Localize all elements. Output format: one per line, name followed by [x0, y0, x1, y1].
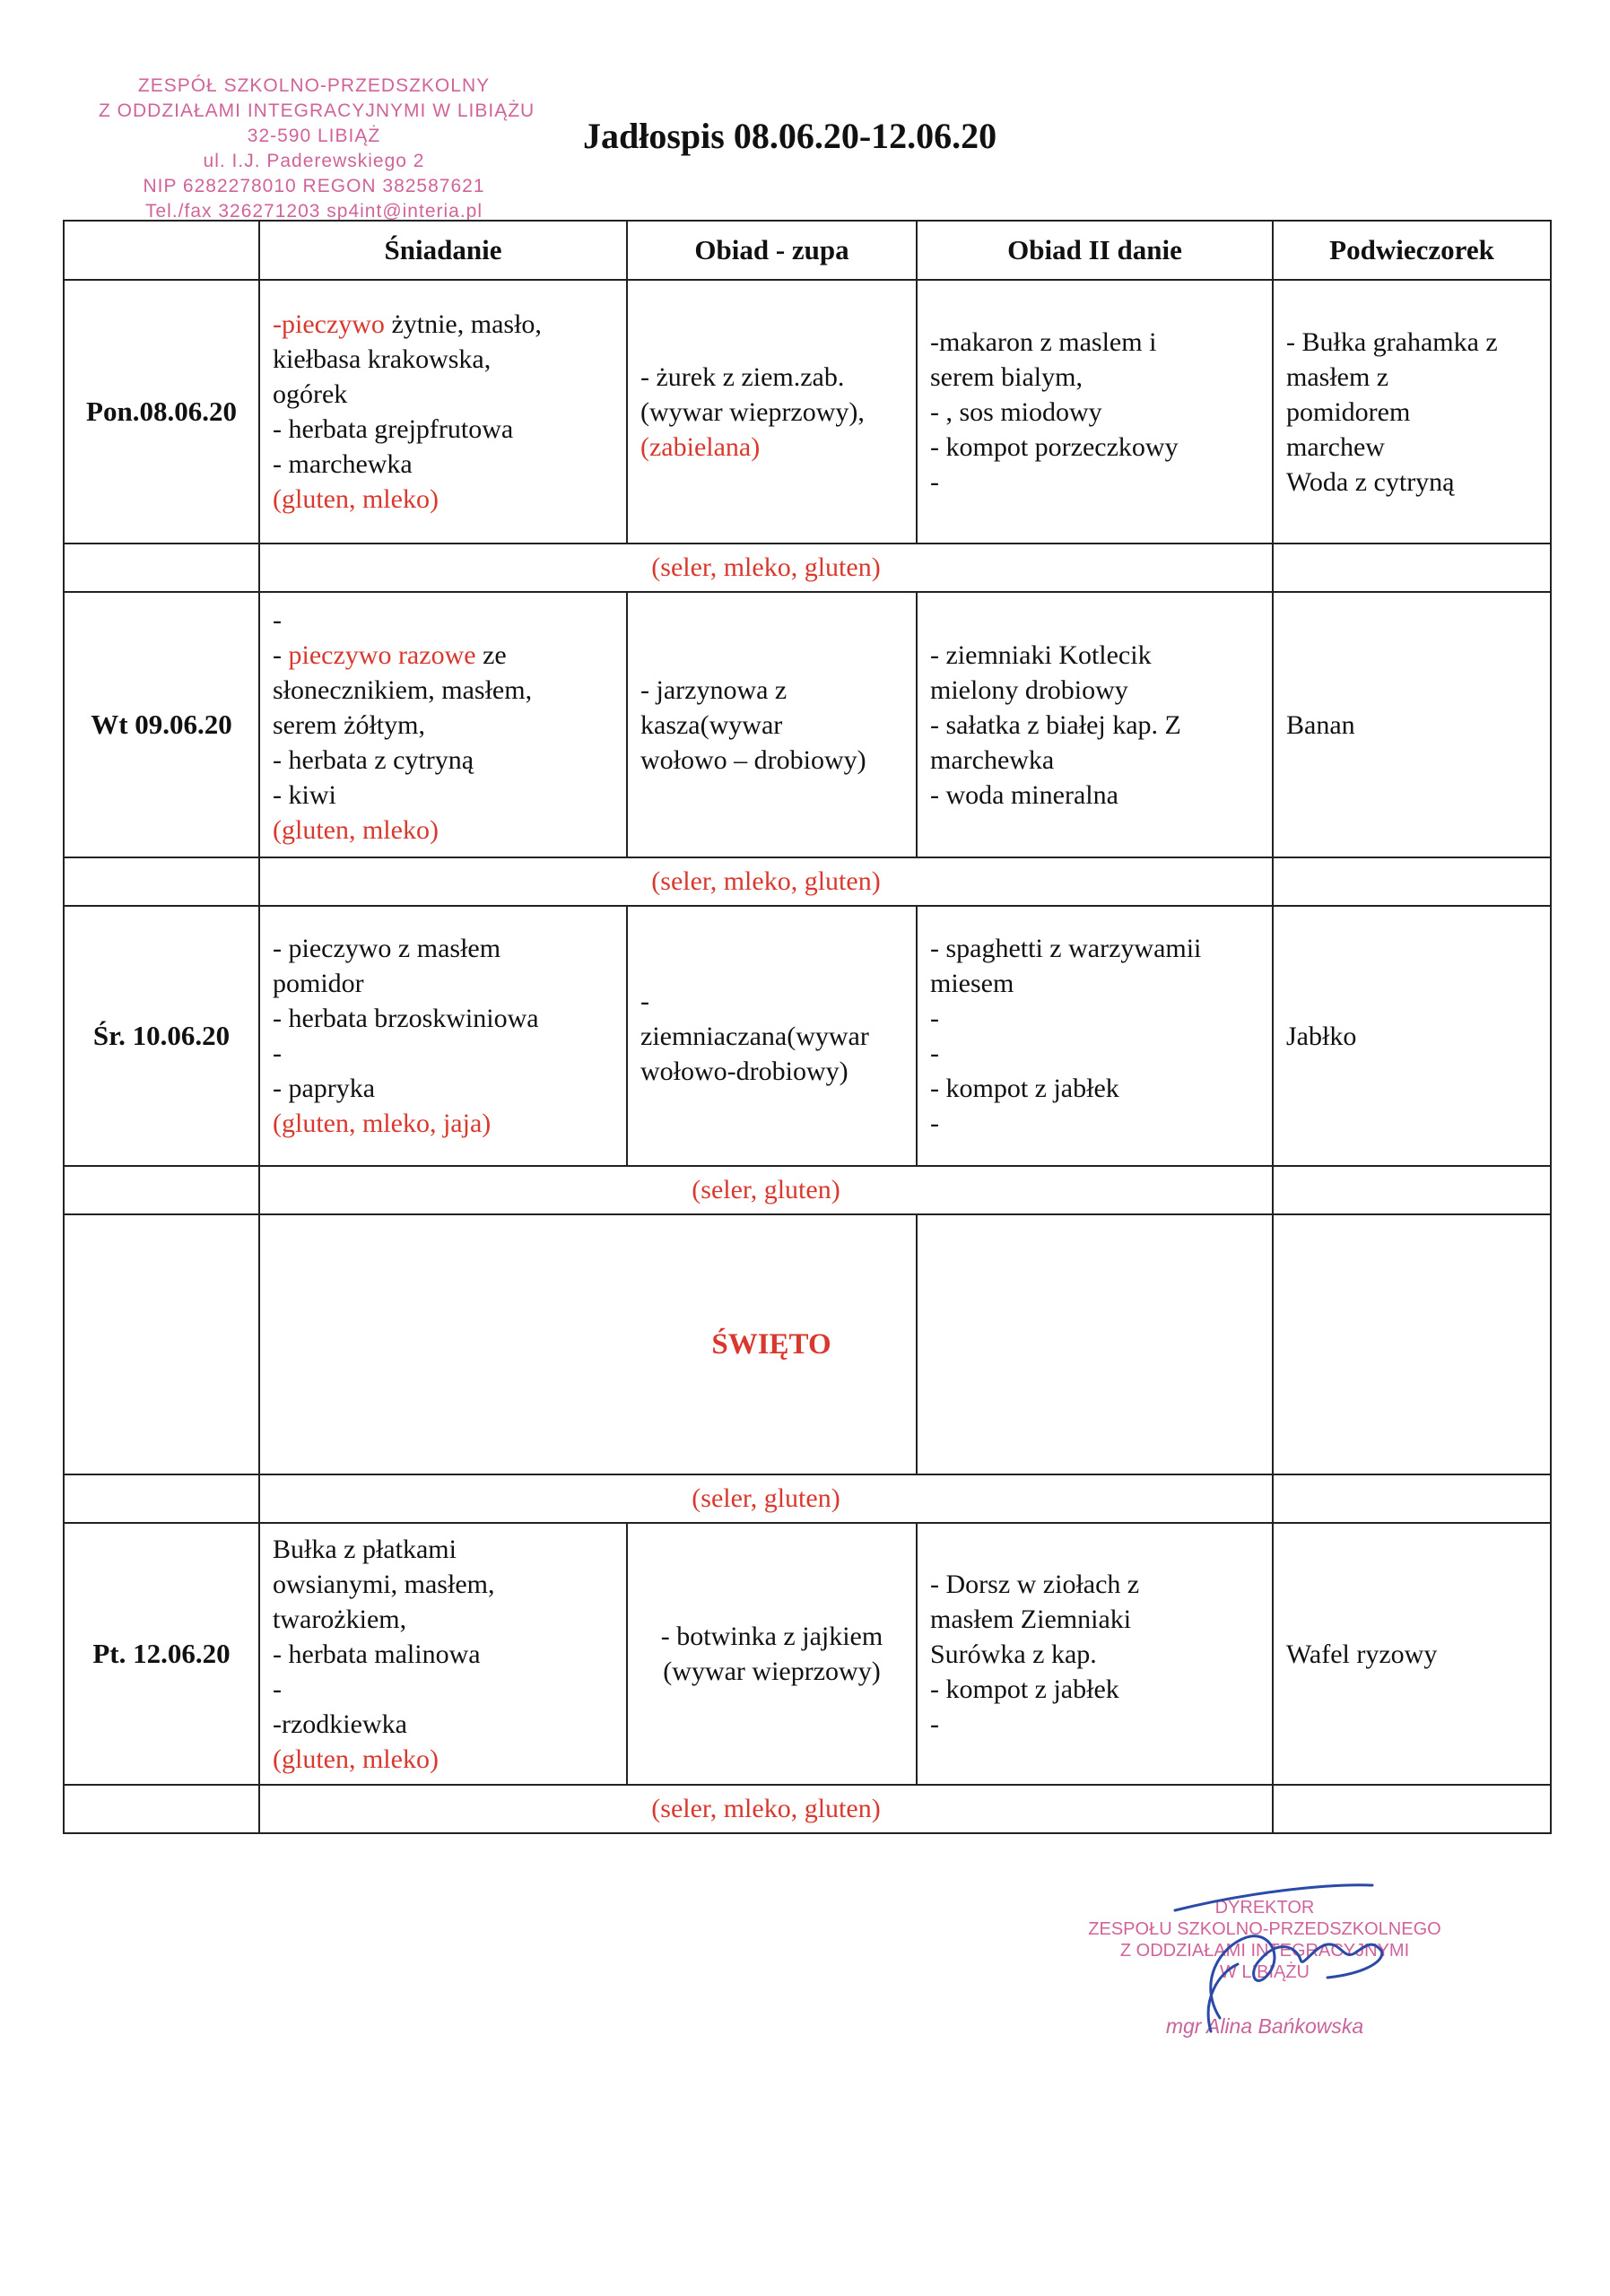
- breakfast-cell: [259, 906, 627, 1166]
- header-day: [64, 221, 259, 280]
- menu-line: - woda mineralna: [930, 779, 1118, 810]
- allergen-note: (seler, gluten): [259, 1166, 1273, 1214]
- menu-line: serem bialym,: [930, 361, 1083, 392]
- handwritten-signature: [1112, 1874, 1435, 2045]
- holiday-row: [64, 1214, 1551, 1474]
- menu-line: miesem: [930, 969, 1014, 998]
- main-course-cell: [917, 592, 1273, 857]
- menu-line: -pieczywo żytnie, masło,: [273, 309, 542, 339]
- menu-line: - marchewka: [273, 449, 413, 479]
- menu-line: - herbata z cytryną: [273, 744, 474, 775]
- menu-line: -: [640, 986, 649, 1016]
- header-main: Obiad II danie: [917, 221, 1273, 280]
- menu-line: -: [930, 1039, 939, 1068]
- menu-line: - Dorsz w ziołach z: [930, 1569, 1140, 1599]
- menu-table: [63, 220, 1552, 1834]
- menu-line: pomidor: [273, 969, 364, 998]
- menu-line: Wafel ryzowy: [1286, 1639, 1438, 1669]
- stamp-line: ZESPÓŁ SZKOLNO-PRZEDSZKOLNY: [137, 75, 491, 96]
- snack-cell: [1273, 280, 1551, 544]
- menu-line: - spaghetti z warzywamii: [930, 934, 1202, 963]
- menu-line: (zabielana): [640, 431, 761, 462]
- menu-line: - ziemniaki Kotlecik: [930, 639, 1152, 670]
- menu-line: owsianymi, masłem,: [273, 1569, 495, 1599]
- allergen-row: [64, 1474, 1551, 1523]
- soup-cell: [627, 1523, 917, 1785]
- breakfast-allergens: (gluten, mleko): [273, 1744, 439, 1774]
- day-label: Pt. 12.06.20: [64, 1523, 259, 1785]
- menu-line: twarożkiem,: [273, 1604, 407, 1634]
- menu-line: wołowo – drobiowy): [640, 744, 866, 775]
- menu-line: -: [273, 1039, 282, 1068]
- soup-cell: [627, 592, 917, 857]
- stamp-line: W LIBIĄŻU: [1219, 1962, 1310, 1982]
- allergen-row: [64, 544, 1551, 592]
- menu-line: -: [930, 1109, 939, 1138]
- soup-cell: [627, 906, 917, 1166]
- menu-line: Bułka z płatkami: [273, 1534, 457, 1564]
- header-snack: Podwieczorek: [1273, 221, 1551, 280]
- menu-line: -: [930, 1709, 939, 1739]
- menu-line: marchew: [1286, 431, 1385, 462]
- menu-line: - sałatka z białej kap. Z: [930, 709, 1181, 740]
- menu-line: marchewka: [930, 744, 1055, 775]
- header-row: [64, 221, 1551, 280]
- day-row: [64, 280, 1551, 544]
- menu-line: - żurek z ziem.zab.: [640, 361, 845, 392]
- menu-line: Jabłko: [1286, 1021, 1357, 1051]
- stamp-line: Z ODDZIAŁAMI INTEGRACYJNYMI W LIBIĄŻU: [99, 100, 535, 121]
- soup-cell: [627, 280, 917, 544]
- menu-line: - papryka: [273, 1074, 376, 1103]
- allergen-row: [64, 857, 1551, 906]
- main-course-cell: [917, 1523, 1273, 1785]
- menu-line: -rzodkiewka: [273, 1709, 407, 1739]
- stamp-line: ul. I.J. Paderewskiego 2: [203, 151, 425, 171]
- menu-line: wołowo-drobiowy): [640, 1056, 849, 1086]
- day-label: Wt 09.06.20: [64, 592, 259, 857]
- holiday-label: ŚWIĘTO: [627, 1214, 917, 1474]
- menu-line: - kompot porzeczkowy: [930, 431, 1179, 462]
- day-row: [64, 592, 1551, 857]
- menu-line: - pieczywo z masłem: [273, 934, 501, 963]
- menu-line: -: [273, 604, 282, 635]
- menu-line: - , sos miodowy: [930, 396, 1102, 427]
- highlight-text: -pieczywo: [273, 309, 385, 339]
- day-row: [64, 1523, 1551, 1785]
- menu-line: - jarzynowa z: [640, 674, 788, 705]
- menu-line: kiełbasa krakowska,: [273, 344, 492, 374]
- day-label: Pon.08.06.20: [64, 280, 259, 544]
- menu-line: -makaron z maslem i: [930, 326, 1157, 357]
- menu-line: - herbata brzoskwiniowa: [273, 1004, 539, 1033]
- menu-line: - kompot z jabłek: [930, 1074, 1119, 1103]
- menu-line: -: [273, 1674, 282, 1704]
- main-course-cell: [917, 280, 1273, 544]
- allergen-note: (seler, mleko, gluten): [259, 857, 1273, 906]
- allergen-note: (seler, gluten): [259, 1474, 1273, 1523]
- stamp-line: 32-590 LIBIĄŻ: [247, 126, 381, 146]
- stamp-line: Z ODDZIAŁAMI INTEGRACYJNYMI: [1119, 1941, 1410, 1961]
- menu-line: ogórek: [273, 379, 348, 409]
- menu-line: (wywar wieprzowy),: [640, 396, 865, 427]
- menu-line: (wywar wieprzowy): [663, 1657, 881, 1686]
- allergen-note: (seler, mleko, gluten): [259, 1785, 1273, 1833]
- menu-line: - kiwi: [273, 779, 336, 810]
- allergen-row: [64, 1166, 1551, 1214]
- breakfast-cell: [259, 280, 627, 544]
- breakfast-allergens: (gluten, mleko, jaja): [273, 1109, 492, 1138]
- snack-cell: [1273, 1523, 1551, 1785]
- breakfast-allergens: (gluten, mleko): [273, 484, 439, 514]
- menu-line: - Bułka grahamka z: [1286, 326, 1498, 357]
- menu-line: - herbata malinowa: [273, 1639, 481, 1669]
- menu-line: kasza(wywar: [640, 709, 783, 740]
- menu-line: Banan: [1286, 709, 1355, 740]
- menu-line: masłem Ziemniaki: [930, 1604, 1132, 1634]
- menu-line: mielony drobiowy: [930, 674, 1128, 705]
- menu-line: Woda z cytryną: [1286, 466, 1455, 497]
- breakfast-allergens: (gluten, mleko): [273, 814, 439, 845]
- snack-cell: [1273, 906, 1551, 1166]
- menu-line: - pieczywo razowe ze: [273, 639, 507, 670]
- stamp-line: DYREKTOR: [1214, 1898, 1315, 1918]
- breakfast-cell: [259, 1523, 627, 1785]
- allergen-row: [64, 1785, 1551, 1833]
- director-name: mgr Alina Bańkowska: [1165, 2014, 1364, 2038]
- school-stamp: [99, 74, 535, 224]
- breakfast-cell: [259, 592, 627, 857]
- day-row: [64, 906, 1551, 1166]
- menu-line: pomidorem: [1286, 396, 1411, 427]
- menu-line: -: [930, 466, 939, 497]
- menu-line: masłem z: [1286, 361, 1389, 392]
- document-title: Jadłospis 08.06.20-12.06.20: [583, 116, 997, 156]
- stamp-line: ZESPOŁU SZKOLNO-PRZEDSZKOLNEGO: [1088, 1919, 1441, 1939]
- menu-line: - botwinka z jajkiem: [660, 1622, 883, 1651]
- menu-line: - herbata grejpfrutowa: [273, 414, 514, 444]
- stamp-line: Tel./fax 326271203 sp4int@interia.pl: [144, 201, 483, 222]
- day-label: Śr. 10.06.20: [64, 906, 259, 1166]
- header-soup: Obiad - zupa: [627, 221, 917, 280]
- main-course-cell: [917, 906, 1273, 1166]
- menu-line: serem żółtym,: [273, 709, 425, 740]
- highlight-text: pieczywo razowe: [288, 639, 476, 670]
- menu-line: Surówka z kap.: [930, 1639, 1097, 1669]
- stamp-line: NIP 6282278010 REGON 382587621: [143, 176, 485, 196]
- header-breakfast: Śniadanie: [259, 221, 627, 280]
- allergen-note: (seler, mleko, gluten): [259, 544, 1273, 592]
- menu-line: słonecznikiem, masłem,: [273, 674, 533, 705]
- menu-line: -: [930, 1004, 939, 1033]
- menu-line: ziemniaczana(wywar: [640, 1021, 869, 1051]
- menu-line: - kompot z jabłek: [930, 1674, 1119, 1704]
- snack-cell: [1273, 592, 1551, 857]
